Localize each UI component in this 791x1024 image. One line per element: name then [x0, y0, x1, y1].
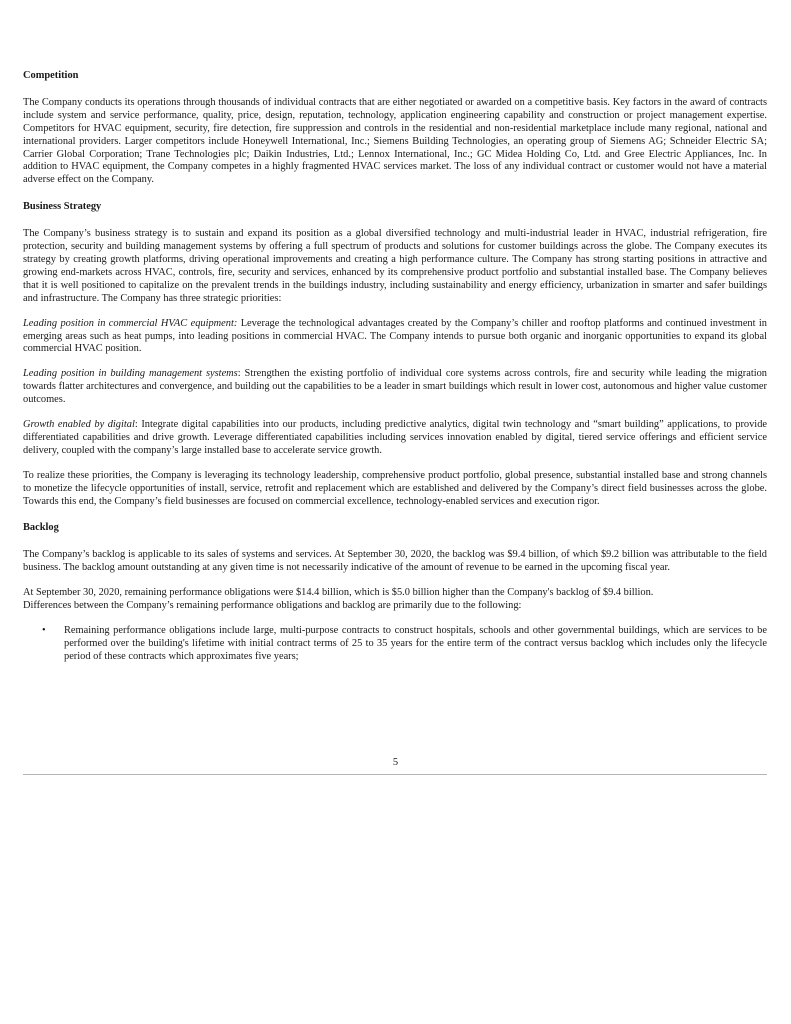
priority-text: : Strengthen the existing portfolio of individual core systems across controls, fire and security while leading the migration towards flatter architectures and convergence, and building out the capabilities to be a leader in smart buildings which result in lower cost, autonomous and higher value customer outcomes. [23, 368, 768, 406]
backlog-heading: Backlog [23, 522, 59, 534]
bullet-text: Remaining performance obligations include large, multi-purpose contracts to construct hospitals, schools and other governmental buildings, which are services to be performed over the building's lifetime with initial contract terms of 25 to 35 years for the entire term of the contract versus backlog which includes only the lifecycle period of these contracts which approximates five years; [64, 625, 767, 662]
priority-lead: Leading position in commercial HVAC equipment: [23, 317, 238, 329]
business-strategy-intro-paragraph: The Company’s business strategy is to sustain and expand its position as a global diversified technology and multi-industrial leader in HVAC, industrial refrigeration, fire protection, security and building management systems by offering a full spectrum of products and solutions for customer buildings across the globe. The Company executes its strategy by creating growth platforms, driving operational improvements and creating a high performance culture. The Company has strong starting positions in attractive and growing end-markets across HVAC, controls, fire, security and services, enhanced by its comprehensive product portfolio and substantial installed base. The Company believes that it is well positioned to capitalize on the prevalent trends in the buildings industry, including sustainability and energy efficiency, urbanization in smarter and safer buildings and infrastructure. The Company has three strategic priorities: [23, 228, 767, 304]
business-strategy-heading: Business Strategy [23, 201, 102, 213]
priority-commercial-hvac [23, 318, 767, 357]
priority-text: Leverage the technological advantages created by the Company’s chiller and rooftop platforms and continued investment in emerging areas such as heat pumps, into leading positions in commercial HVAC. The Company intends to pursue both organic and inorganic opportunities to expand its global commercial HVAC position. [23, 317, 767, 355]
priority-digital-growth [23, 419, 767, 458]
page-number: 5 [392, 757, 399, 768]
backlog-differences-line: Differences between the Company’s remaining performance obligations and backlog are primarily due to the following: [23, 600, 522, 612]
priority-building-management [23, 368, 767, 407]
competition-heading: Competition [23, 70, 79, 81]
competition-paragraph: The Company conducts its operations through thousands of individual contracts that are either negotiated or awarded on a competitive basis. Key factors in the award of contracts include system and service performance, quality, price, design, reputation, technology, application engineering capability and construction or project management expertise. Competitors for HVAC equipment, security, fire detection, fire suppression and controls in the residential and non-residential marketplace include many regional, national and international providers. Larger competitors include Honeywell International, Inc.; Siemens Building Technologies, an operating group of Siemens AG; Schneider Electric SA; Carrier Global Corporation; Trane Technologies plc; Daikin Industries, Ltd.; Lennox International, Inc.; GC Midea Holding Co, Ltd. and Gree Electric Appliances, Inc. In addition to HVAC equipment, the Company competes in a highly fragmented HVAC services market. The loss of any individual contract or customer would not have a material adverse effect on the Company. [23, 96, 767, 186]
document-page [23, 70, 767, 664]
priority-lead: Growth enabled by digital [23, 419, 135, 431]
footer-divider [23, 774, 767, 775]
backlog-paragraph: The Company’s backlog is applicable to its sales of systems and services. At September 30, 2020, the backlog was $9.4 billion, of which $9.2 billion was attributable to the field business. The backlog amount outstanding at any given time is not necessarily indicative of the amount of revenue to be earned in the upcoming fiscal year. [23, 549, 767, 574]
business-strategy-closing-paragraph: To realize these priorities, the Company is leveraging its technology leadership, comprehensive product portfolio, global presence, substantial installed base and strong channels to monetize the lifecycle opportunities of install, service, retrofit and replacement which are established and delivered by the Company’s direct field businesses across the globe. Towards this end, the Company’s field businesses are focused on commercial excellence, technology-enabled services and execution rigor. [23, 469, 767, 507]
bullet-marker: • [42, 625, 46, 636]
priority-text: : Integrate digital capabilities into our products, including predictive analytics, digital twin technology and “smart building” applications, to provide differentiated capabilities and drive growth. Leverage differentiated capabilities including services innovation enabled by digital, tiered service offerings and efficient service delivery, coupled with the company’s large installed base to accelerate service growth. [23, 419, 767, 456]
backlog-rpo-line: At September 30, 2020, remaining performance obligations were $14.4 billion, which is $5.0 billion higher than the Company's backlog of $9.4 billion. [23, 587, 654, 599]
priority-lead: Leading position in building management systems [23, 368, 238, 380]
list-item [23, 625, 767, 664]
